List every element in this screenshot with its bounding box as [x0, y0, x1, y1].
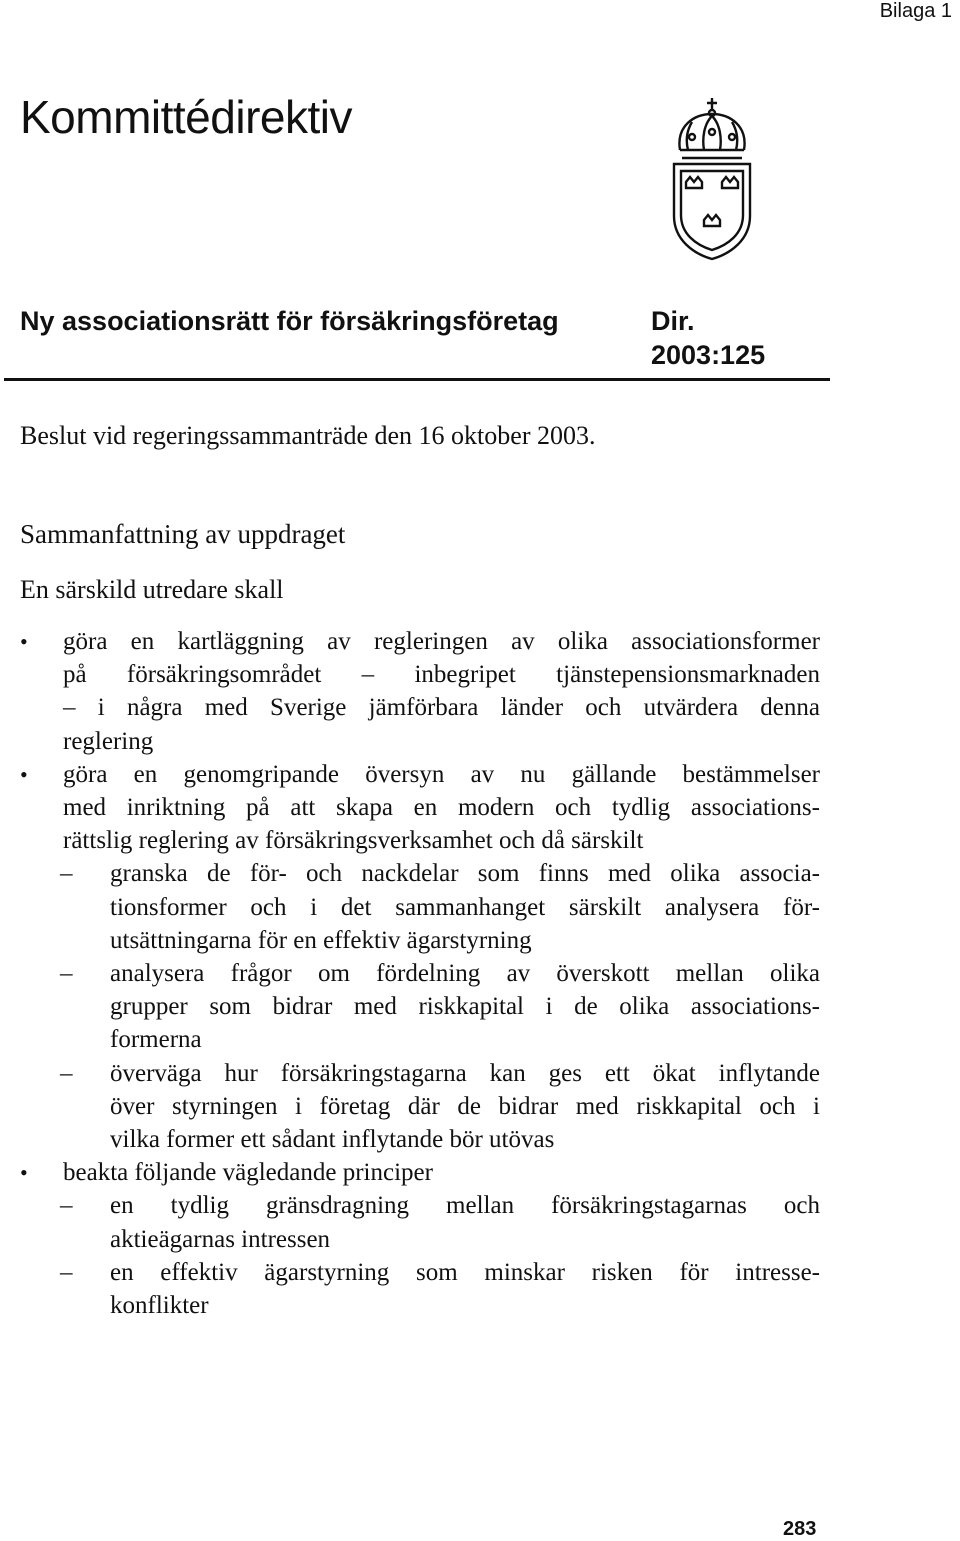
dash-icon: –	[60, 960, 73, 988]
directive-label: Dir.	[651, 306, 695, 336]
list-item-text: – i några med Sverige jämförbara länder och utvärdera denna	[63, 694, 820, 722]
page-number: 283	[783, 1518, 817, 1540]
list-item	[20, 758, 820, 858]
header-rule	[4, 378, 830, 381]
sub-item-text: formerna	[110, 1026, 202, 1054]
dash-icon: –	[60, 860, 73, 888]
sub-item-text: över styrningen i företag där de bidrar med riskkapital och i	[110, 1092, 820, 1120]
sub-item-text: analysera frågor om fördelning av överskott mellan olika	[110, 960, 820, 988]
list-item-text: beakta följande vägledande principer	[63, 1159, 433, 1187]
list-item-text: göra en kartläggning av regleringen av olika associationsformer	[63, 628, 820, 655]
dash-icon: –	[60, 1059, 73, 1087]
sub-item-text: vilka former ett sådant inflytande bör utövas	[110, 1126, 555, 1154]
list-item-text: rättslig reglering av försäkringsverksamhet och då särskilt	[63, 827, 644, 855]
list-item-text: reglering	[63, 727, 154, 755]
sub-item-text: en tydlig gränsdragning mellan försäkringstagarnas och	[110, 1192, 820, 1220]
list-item	[20, 1156, 820, 1189]
list-item	[20, 625, 820, 758]
directive-number: 2003:125	[651, 340, 766, 370]
dash-icon: –	[60, 1192, 73, 1220]
sub-item-text: aktieägarnas intressen	[110, 1225, 331, 1253]
sub-list-item	[20, 1189, 820, 1255]
sub-list-item	[20, 957, 820, 1057]
dash-icon: –	[60, 1258, 73, 1286]
document-title: Kommittédirektiv	[20, 91, 352, 143]
sub-item-text: granska de för- och nackdelar som finns med olika associa-	[110, 860, 820, 888]
sub-list-item	[20, 857, 820, 957]
bullet-icon: •	[20, 629, 28, 654]
summary-intro: En särskild utredare skall	[20, 575, 284, 604]
summary-list	[20, 625, 820, 1322]
sub-item-text: en effektiv ägarstyrning som minskar risken för intresse-	[110, 1258, 820, 1286]
sub-item-text: konflikter	[110, 1292, 209, 1320]
page-label: Bilaga 1	[879, 0, 952, 22]
bullet-icon: •	[20, 761, 28, 787]
section-heading: Sammanfattning av uppdraget	[20, 519, 346, 549]
list-item-text: göra en genomgripande översyn av nu gällande bestämmelser	[63, 760, 820, 788]
coat-of-arms-icon	[660, 92, 764, 262]
decision-line: Beslut vid regeringssammanträde den 16 oktober 2003.	[20, 421, 596, 450]
sub-list-item	[20, 1256, 820, 1322]
sub-item-text: tionsformer och i det sammanhanget särskilt analysera för-	[110, 893, 820, 921]
directive-subject: Ny associationsrätt för försäkringsföretag	[20, 306, 559, 336]
sub-list-item	[20, 1057, 820, 1157]
list-item-text: med inriktning på att skapa en modern och tydlig associations-	[63, 794, 820, 822]
sub-item-text: överväga hur försäkringstagarna kan ges ett ökat inflytande	[110, 1059, 820, 1087]
sub-item-text: grupper som bidrar med riskkapital i de olika associations-	[110, 993, 820, 1021]
bullet-icon: •	[20, 1160, 28, 1186]
list-item-text: på försäkringsområdet – inbegripet tjänstepensionsmarknaden	[63, 661, 820, 689]
sub-item-text: utsättningarna för en effektiv ägarstyrning	[110, 926, 532, 954]
